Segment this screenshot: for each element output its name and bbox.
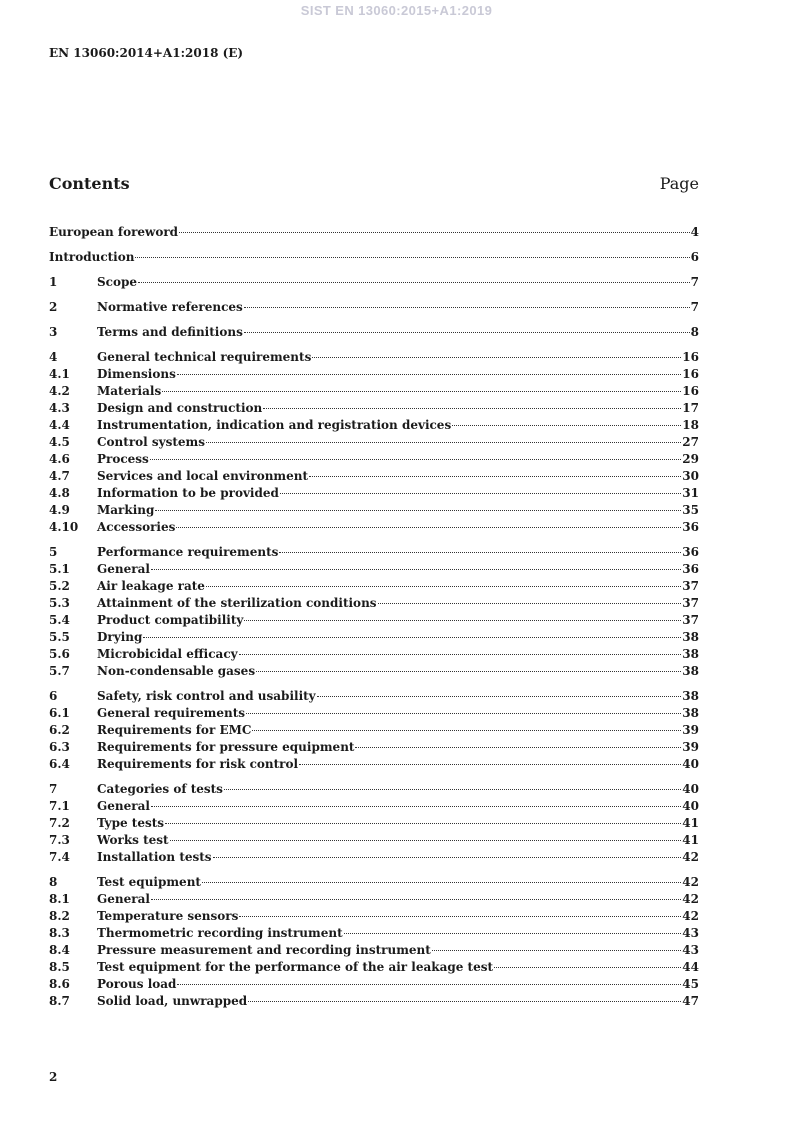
toc-entry-number: 7.3 (49, 833, 70, 847)
toc-entry[interactable] (49, 959, 699, 976)
toc-entry-number: 7.2 (49, 816, 70, 830)
dot-leader (248, 1001, 681, 1002)
toc-entry-number: 8.6 (49, 977, 70, 991)
toc-entry-number: 7 (49, 782, 58, 796)
toc-section (49, 274, 699, 291)
toc-section (49, 299, 699, 316)
toc-entry-page: 41 (682, 816, 699, 830)
toc-entry-number: 4.7 (49, 469, 70, 483)
toc-entry-page: 43 (682, 926, 699, 940)
dot-leader (177, 374, 681, 375)
page-column-label: Page (659, 174, 699, 193)
toc-entry-title[interactable]: Works test (97, 833, 169, 847)
toc-entry-number: 4.10 (49, 520, 79, 534)
toc-entry-title[interactable]: Microbicidal efficacy (97, 647, 238, 661)
dot-leader (244, 307, 690, 308)
dot-leader (246, 713, 681, 714)
toc-entry-title[interactable]: Performance requirements (97, 545, 279, 559)
toc-entry-number: 5.5 (49, 630, 70, 644)
toc-entry-page: 16 (682, 384, 699, 398)
toc-entry[interactable] (49, 993, 699, 1010)
toc-entry[interactable] (49, 722, 699, 739)
toc-section (49, 544, 699, 680)
dot-leader (213, 857, 682, 858)
toc-section (49, 874, 699, 1010)
toc-entry[interactable] (49, 756, 699, 773)
toc-entry[interactable] (49, 688, 699, 705)
toc-entry-number: 7.1 (49, 799, 70, 813)
dot-leader (151, 899, 681, 900)
toc-entry-number: 8.7 (49, 994, 70, 1008)
toc-entry-page: 42 (682, 909, 699, 923)
toc-entry-page: 38 (682, 706, 699, 720)
toc-entry[interactable] (49, 646, 699, 663)
toc-entry-title[interactable]: Thermometric recording instrument (97, 926, 343, 940)
toc-entry-title[interactable]: Installation tests (97, 850, 212, 864)
toc-entry-title[interactable]: Solid load, unwrapped (97, 994, 248, 1008)
toc-entry[interactable] (49, 815, 699, 832)
toc-entry[interactable] (49, 502, 699, 519)
toc-entry-title[interactable]: General (97, 562, 150, 576)
toc-entry[interactable] (49, 891, 699, 908)
toc-entry-number: 4.8 (49, 486, 70, 500)
dot-leader (432, 950, 681, 951)
toc-entry-title[interactable]: Marking (97, 503, 155, 517)
toc-entry-page: 31 (682, 486, 699, 500)
toc-entry-title[interactable]: Porous load (97, 977, 177, 991)
dot-leader (206, 586, 681, 587)
dot-leader (155, 510, 681, 511)
toc-entry-title[interactable]: Accessories (97, 520, 176, 534)
toc-entry-page: 39 (682, 740, 699, 754)
dot-leader (176, 527, 681, 528)
toc-entry-title[interactable]: Process (97, 452, 149, 466)
toc-entry-title[interactable]: Type tests (97, 816, 165, 830)
contents-header (49, 174, 699, 193)
toc-entry[interactable] (49, 925, 699, 942)
page-number: 2 (49, 1070, 58, 1084)
toc-entry-title[interactable]: Normative references (97, 300, 243, 314)
toc-entry-number: 4.5 (49, 435, 70, 449)
toc-entry-page: 37 (682, 596, 699, 610)
toc-entry-page: 45 (682, 977, 699, 991)
toc-entry[interactable] (49, 874, 699, 891)
toc-entry-title[interactable]: Control systems (97, 435, 205, 449)
toc-entry-page: 37 (682, 579, 699, 593)
toc-entry-page: 38 (682, 689, 699, 703)
toc-entry-number: 8.2 (49, 909, 70, 923)
toc-entry-title[interactable]: General requirements (97, 706, 246, 720)
toc-entry-page: 35 (682, 503, 699, 517)
toc-section (49, 349, 699, 536)
dot-leader (244, 332, 690, 333)
toc-entry[interactable] (49, 400, 699, 417)
toc-entry[interactable] (49, 417, 699, 434)
dot-leader (165, 823, 681, 824)
toc-entry[interactable] (49, 468, 699, 485)
toc-entry[interactable] (49, 561, 699, 578)
toc-entry-page: 40 (682, 757, 699, 771)
toc-entry-page: 39 (682, 723, 699, 737)
toc-entry-page: 42 (682, 892, 699, 906)
toc-entry-page: 42 (682, 850, 699, 864)
toc-entry-title[interactable]: Introduction (49, 250, 135, 264)
dot-leader (138, 282, 690, 283)
toc-entry-number: 5.4 (49, 613, 70, 627)
toc-entry-page: 16 (682, 367, 699, 381)
toc-entry[interactable] (49, 908, 699, 925)
toc-entry[interactable] (49, 224, 699, 241)
contents-title: Contents (49, 174, 130, 193)
dot-leader (299, 764, 681, 765)
toc-entry[interactable] (49, 544, 699, 561)
toc-entry[interactable] (49, 629, 699, 646)
dot-leader (263, 408, 681, 409)
toc-entry-number: 5.1 (49, 562, 70, 576)
toc-entry-title[interactable]: Terms and definitions (97, 325, 243, 339)
toc-entry-title[interactable]: European foreword (49, 225, 179, 239)
toc-entry-title[interactable]: General (97, 892, 150, 906)
dot-leader (151, 569, 681, 570)
dot-leader (378, 603, 682, 604)
dot-leader (170, 840, 682, 841)
toc-entry-number: 4.2 (49, 384, 70, 398)
toc-entry-title[interactable]: Product compatibility (97, 613, 244, 627)
toc-entry[interactable] (49, 349, 699, 366)
toc-entry-page: 7 (690, 275, 699, 289)
toc-entry-page: 27 (682, 435, 699, 449)
toc-entry-page: 8 (690, 325, 699, 339)
toc-entry-title[interactable]: Temperature sensors (97, 909, 239, 923)
toc-entry-page: 43 (682, 943, 699, 957)
toc-entry-number: 4.6 (49, 452, 70, 466)
toc-entry-page: 16 (682, 350, 699, 364)
toc-entry-title[interactable]: Requirements for pressure equipment (97, 740, 355, 754)
toc-entry-title[interactable]: Non-condensable gases (97, 664, 256, 678)
toc-entry-title[interactable]: General (97, 799, 150, 813)
toc-entry-page: 36 (682, 562, 699, 576)
dot-leader (151, 806, 681, 807)
toc-entry-number: 6.3 (49, 740, 70, 754)
dot-leader (317, 696, 682, 697)
toc-entry-title[interactable]: Air leakage rate (97, 579, 205, 593)
toc-entry-title[interactable]: Safety, risk control and usability (97, 689, 316, 703)
toc-entry-page: 36 (682, 545, 699, 559)
toc-entry[interactable] (49, 383, 699, 400)
toc-entry-number: 2 (49, 300, 58, 314)
toc-entry[interactable] (49, 324, 699, 341)
toc-entry-number: 8.5 (49, 960, 70, 974)
toc-entry[interactable] (49, 451, 699, 468)
toc-entry-number: 5.7 (49, 664, 70, 678)
toc-entry-number: 5.2 (49, 579, 70, 593)
dot-leader (355, 747, 681, 748)
dot-leader (135, 257, 689, 258)
toc-entry-number: 4.4 (49, 418, 70, 432)
dot-leader (344, 933, 682, 934)
toc-entry-number: 6 (49, 689, 58, 703)
dot-leader (239, 916, 681, 917)
toc-entry[interactable] (49, 434, 699, 451)
dot-leader (244, 620, 681, 621)
dot-leader (179, 232, 690, 233)
dot-leader (309, 476, 681, 477)
toc-entry-title[interactable]: Materials (97, 384, 162, 398)
toc-entry-title[interactable]: Requirements for EMC (97, 723, 252, 737)
toc-entry-title[interactable]: Instrumentation, indication and registration devices (97, 418, 452, 432)
toc-entry-page: 44 (682, 960, 699, 974)
toc-entry-number: 4.3 (49, 401, 70, 415)
toc-entry-page: 47 (682, 994, 699, 1008)
dot-leader (256, 671, 681, 672)
dot-leader (206, 442, 681, 443)
toc-entry-page: 7 (690, 300, 699, 314)
toc-entry[interactable] (49, 366, 699, 383)
dot-leader (239, 654, 682, 655)
toc-entry-page: 36 (682, 520, 699, 534)
toc-entry[interactable] (49, 832, 699, 849)
toc-entry-page: 30 (682, 469, 699, 483)
watermark: SIST EN 13060:2015+A1:2019 (300, 3, 493, 18)
toc-entry-page: 18 (682, 418, 699, 432)
toc-entry-number: 8.3 (49, 926, 70, 940)
toc-entry[interactable] (49, 274, 699, 291)
toc-section (49, 324, 699, 341)
toc-entry-number: 8 (49, 875, 58, 889)
toc-entry[interactable] (49, 781, 699, 798)
toc-entry[interactable] (49, 705, 699, 722)
table-of-contents (49, 224, 699, 1018)
toc-entry-title[interactable]: Pressure measurement and recording instrument (97, 943, 431, 957)
toc-entry-page: 29 (682, 452, 699, 466)
toc-entry-title[interactable]: Drying (97, 630, 143, 644)
toc-entry-page: 37 (682, 613, 699, 627)
toc-entry-page: 40 (682, 782, 699, 796)
toc-entry-title[interactable]: Scope (97, 275, 138, 289)
toc-section (49, 781, 699, 866)
toc-section (49, 249, 699, 266)
dot-leader (280, 493, 681, 494)
toc-entry-number: 5.6 (49, 647, 70, 661)
dot-leader (452, 425, 681, 426)
toc-entry-title[interactable]: Categories of tests (97, 782, 223, 796)
toc-entry-number: 8.4 (49, 943, 70, 957)
toc-entry-number: 6.4 (49, 757, 70, 771)
toc-entry-page: 17 (682, 401, 699, 415)
document-id: EN 13060:2014+A1:2018 (E) (49, 46, 244, 60)
toc-entry[interactable] (49, 578, 699, 595)
toc-entry-page: 38 (682, 647, 699, 661)
toc-entry[interactable] (49, 739, 699, 756)
toc-entry-title[interactable]: Design and construction (97, 401, 263, 415)
toc-entry[interactable] (49, 849, 699, 866)
toc-entry[interactable] (49, 485, 699, 502)
toc-section (49, 224, 699, 241)
toc-entry-number: 4.1 (49, 367, 70, 381)
toc-entry[interactable] (49, 595, 699, 612)
toc-entry[interactable] (49, 942, 699, 959)
toc-entry[interactable] (49, 612, 699, 629)
toc-section (49, 688, 699, 773)
dot-leader (312, 357, 681, 358)
dot-leader (252, 730, 681, 731)
toc-entry-number: 5 (49, 545, 58, 559)
toc-entry-title[interactable]: Test equipment (97, 875, 201, 889)
toc-entry[interactable] (49, 976, 699, 993)
dot-leader (177, 984, 681, 985)
toc-entry-title[interactable]: Dimensions (97, 367, 176, 381)
toc-entry[interactable] (49, 798, 699, 815)
toc-entry-page: 40 (682, 799, 699, 813)
toc-entry-number: 6.2 (49, 723, 70, 737)
toc-entry-page: 38 (682, 664, 699, 678)
dot-leader (279, 552, 681, 553)
dot-leader (143, 637, 681, 638)
toc-entry-title[interactable]: Requirements for risk control (97, 757, 299, 771)
toc-entry-number: 4 (49, 350, 58, 364)
dot-leader (202, 882, 681, 883)
dot-leader (150, 459, 681, 460)
toc-entry-number: 3 (49, 325, 58, 339)
toc-entry-page: 6 (690, 250, 699, 264)
toc-entry-number: 6.1 (49, 706, 70, 720)
toc-entry-page: 42 (682, 875, 699, 889)
toc-entry-number: 4.9 (49, 503, 70, 517)
toc-entry-title[interactable]: Information to be provided (97, 486, 279, 500)
toc-entry[interactable] (49, 663, 699, 680)
toc-entry[interactable] (49, 299, 699, 316)
toc-entry-title[interactable]: General technical requirements (97, 350, 312, 364)
toc-entry-title[interactable]: Attainment of the sterilization conditions (97, 596, 377, 610)
toc-entry-number: 5.3 (49, 596, 70, 610)
toc-entry-title[interactable]: Test equipment for the performance of the air leakage test (97, 960, 494, 974)
toc-entry-number: 7.4 (49, 850, 70, 864)
dot-leader (224, 789, 681, 790)
toc-entry-page: 4 (690, 225, 699, 239)
dot-leader (162, 391, 681, 392)
dot-leader (494, 967, 681, 968)
toc-entry[interactable] (49, 249, 699, 266)
toc-entry-number: 1 (49, 275, 58, 289)
toc-entry-page: 38 (682, 630, 699, 644)
toc-entry-number: 8.1 (49, 892, 70, 906)
toc-entry-page: 41 (682, 833, 699, 847)
toc-entry-title[interactable]: Services and local environment (97, 469, 309, 483)
toc-entry[interactable] (49, 519, 699, 536)
